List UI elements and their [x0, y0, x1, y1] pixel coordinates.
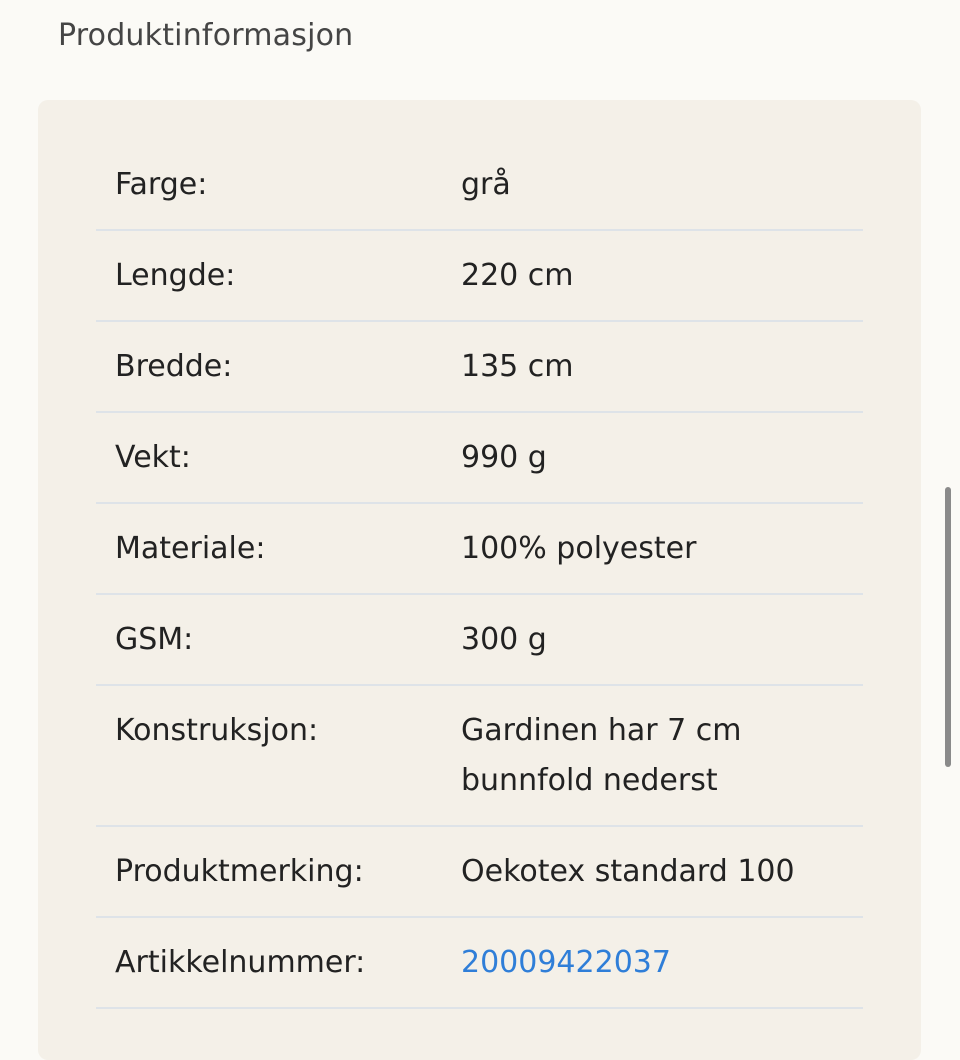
spec-row-material: [96, 504, 863, 595]
spec-label: Lengde:: [115, 258, 236, 293]
spec-value: 100% polyester: [461, 531, 697, 566]
product-info-panel: [38, 100, 921, 1060]
spec-row-product-label: [96, 827, 863, 918]
spec-row-construction: [96, 686, 863, 827]
spec-value: Oekotex standard 100: [461, 854, 795, 889]
spec-row-article-number: [96, 918, 863, 1009]
spec-label: GSM:: [115, 622, 194, 657]
spec-value: 300 g: [461, 622, 547, 657]
spec-value: 135 cm: [461, 349, 574, 384]
spec-value: 220 cm: [461, 258, 574, 293]
spec-row-weight: [96, 413, 863, 504]
spec-label: Farge:: [115, 167, 208, 202]
spec-label: Bredde:: [115, 349, 233, 384]
spec-label: Produktmerking:: [115, 854, 364, 889]
spec-row-color: [96, 140, 863, 231]
product-spec-table: [96, 140, 863, 1009]
scrollbar-thumb[interactable]: [945, 487, 951, 767]
spec-value: 990 g: [461, 440, 547, 475]
spec-row-gsm: [96, 595, 863, 686]
spec-value: Gardinen har 7 cm bunnfold nederst: [461, 713, 742, 798]
spec-label: Artikkelnummer:: [115, 945, 366, 980]
spec-value: grå: [461, 167, 511, 202]
spec-label: Konstruksjon:: [115, 713, 319, 748]
spec-label: Vekt:: [115, 440, 191, 475]
spec-row-length: [96, 231, 863, 322]
section-heading: Produktinformasjon: [58, 18, 354, 53]
spec-row-width: [96, 322, 863, 413]
spec-label: Materiale:: [115, 531, 266, 566]
article-number-link[interactable]: 20009422037: [461, 945, 671, 980]
